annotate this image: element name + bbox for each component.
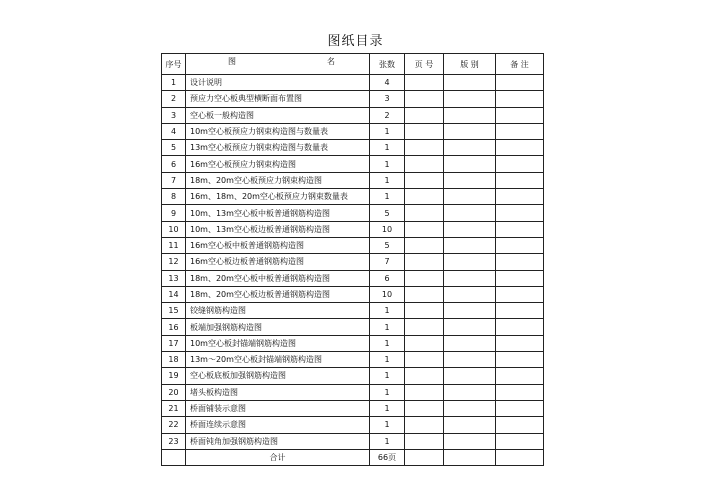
- row-count: 1: [370, 189, 405, 205]
- table-row: [162, 75, 544, 91]
- table-row: [162, 91, 544, 107]
- row-name: 18m、20m空心板边板普通钢筋构造图: [186, 286, 370, 302]
- row-note-cell: [496, 319, 544, 335]
- row-page-cell: [405, 286, 444, 302]
- row-page-cell: [405, 400, 444, 416]
- row-count: 10: [370, 221, 405, 237]
- total-version-cell: [444, 449, 496, 465]
- row-no: 19: [162, 368, 186, 384]
- table-row: [162, 433, 544, 449]
- row-note-cell: [496, 400, 544, 416]
- row-note-cell: [496, 368, 544, 384]
- row-version-cell: [444, 172, 496, 188]
- row-note-cell: [496, 254, 544, 270]
- row-version-cell: [444, 75, 496, 91]
- row-name: 空心板一般构造图: [186, 107, 370, 123]
- row-note-cell: [496, 270, 544, 286]
- row-version-cell: [444, 352, 496, 368]
- row-count: 1: [370, 303, 405, 319]
- row-note-cell: [496, 303, 544, 319]
- row-count: 1: [370, 433, 405, 449]
- table-row: [162, 205, 544, 221]
- header-name: [186, 54, 370, 75]
- row-count: 1: [370, 368, 405, 384]
- row-note-cell: [496, 384, 544, 400]
- row-no: 1: [162, 75, 186, 91]
- row-note-cell: [496, 335, 544, 351]
- row-page-cell: [405, 189, 444, 205]
- table-row: [162, 417, 544, 433]
- row-page-cell: [405, 335, 444, 351]
- row-note-cell: [496, 205, 544, 221]
- row-count: 4: [370, 75, 405, 91]
- row-page-cell: [405, 156, 444, 172]
- header-page: 页 号: [405, 54, 444, 75]
- row-note-cell: [496, 286, 544, 302]
- row-note-cell: [496, 156, 544, 172]
- row-count: 1: [370, 156, 405, 172]
- table-row: [162, 368, 544, 384]
- row-no: 6: [162, 156, 186, 172]
- row-no: 23: [162, 433, 186, 449]
- table-row: [162, 156, 544, 172]
- row-version-cell: [444, 417, 496, 433]
- row-name: 16m空心板中板普通钢筋构造图: [186, 237, 370, 253]
- row-version-cell: [444, 221, 496, 237]
- row-page-cell: [405, 221, 444, 237]
- row-version-cell: [444, 254, 496, 270]
- table-row: [162, 123, 544, 139]
- row-no: 7: [162, 172, 186, 188]
- row-name: 铰缝钢筋构造图: [186, 303, 370, 319]
- row-no: 9: [162, 205, 186, 221]
- header-name-right: 名: [327, 57, 335, 66]
- row-page-cell: [405, 75, 444, 91]
- row-no: 21: [162, 400, 186, 416]
- row-no: 2: [162, 91, 186, 107]
- row-count: 1: [370, 417, 405, 433]
- row-note-cell: [496, 221, 544, 237]
- row-note-cell: [496, 189, 544, 205]
- row-version-cell: [444, 400, 496, 416]
- row-page-cell: [405, 205, 444, 221]
- row-no: 3: [162, 107, 186, 123]
- row-no: 8: [162, 189, 186, 205]
- row-name: 预应力空心板典型横断面布置图: [186, 91, 370, 107]
- row-count: 3: [370, 91, 405, 107]
- row-version-cell: [444, 368, 496, 384]
- row-count: 1: [370, 352, 405, 368]
- total-note-cell: [496, 449, 544, 465]
- row-count: 2: [370, 107, 405, 123]
- table-row: [162, 221, 544, 237]
- drawing-index-table: [161, 53, 544, 466]
- row-note-cell: [496, 237, 544, 253]
- row-name: 10m空心板预应力钢束构造图与数量表: [186, 123, 370, 139]
- total-label: 合计: [186, 449, 370, 465]
- row-page-cell: [405, 91, 444, 107]
- row-version-cell: [444, 335, 496, 351]
- header-name-left: 图: [228, 57, 236, 66]
- row-name: 空心板底板加强钢筋构造图: [186, 368, 370, 384]
- row-name: 堵头板构造图: [186, 384, 370, 400]
- total-row: [162, 449, 544, 465]
- row-version-cell: [444, 319, 496, 335]
- row-name: 16m空心板预应力钢束构造图: [186, 156, 370, 172]
- row-page-cell: [405, 107, 444, 123]
- row-count: 5: [370, 237, 405, 253]
- row-no: 4: [162, 123, 186, 139]
- row-note-cell: [496, 352, 544, 368]
- table-row: [162, 303, 544, 319]
- table-header-row: [162, 54, 544, 75]
- table-row: [162, 172, 544, 188]
- row-page-cell: [405, 254, 444, 270]
- row-version-cell: [444, 237, 496, 253]
- row-no: 14: [162, 286, 186, 302]
- row-no: 15: [162, 303, 186, 319]
- row-note-cell: [496, 433, 544, 449]
- row-count: 1: [370, 140, 405, 156]
- table-row: [162, 140, 544, 156]
- row-no: 10: [162, 221, 186, 237]
- row-name: 桥面钝角加强钢筋构造图: [186, 433, 370, 449]
- row-name: 10m、13m空心板边板普通钢筋构造图: [186, 221, 370, 237]
- header-no: 序号: [162, 54, 186, 75]
- row-name: 16m、18m、20m空心板预应力钢束数量表: [186, 189, 370, 205]
- row-count: 1: [370, 123, 405, 139]
- row-no: 13: [162, 270, 186, 286]
- total-page-cell: [405, 449, 444, 465]
- total-count: 66页: [370, 449, 405, 465]
- row-version-cell: [444, 286, 496, 302]
- table-row: [162, 352, 544, 368]
- row-name: 16m空心板边板普通钢筋构造图: [186, 254, 370, 270]
- row-no: 20: [162, 384, 186, 400]
- row-version-cell: [444, 189, 496, 205]
- row-version-cell: [444, 433, 496, 449]
- row-page-cell: [405, 270, 444, 286]
- row-note-cell: [496, 172, 544, 188]
- table-row: [162, 107, 544, 123]
- row-note-cell: [496, 417, 544, 433]
- row-name: 设计说明: [186, 75, 370, 91]
- row-note-cell: [496, 140, 544, 156]
- row-version-cell: [444, 303, 496, 319]
- table-row: [162, 254, 544, 270]
- row-page-cell: [405, 433, 444, 449]
- row-version-cell: [444, 156, 496, 172]
- row-count: 6: [370, 270, 405, 286]
- row-version-cell: [444, 140, 496, 156]
- row-count: 10: [370, 286, 405, 302]
- row-note-cell: [496, 123, 544, 139]
- row-name: 10m空心板封锚端钢筋构造图: [186, 335, 370, 351]
- row-no: 16: [162, 319, 186, 335]
- row-page-cell: [405, 368, 444, 384]
- row-no: 22: [162, 417, 186, 433]
- row-name: 板端加强钢筋构造图: [186, 319, 370, 335]
- row-page-cell: [405, 140, 444, 156]
- row-no: 18: [162, 352, 186, 368]
- row-page-cell: [405, 303, 444, 319]
- row-note-cell: [496, 75, 544, 91]
- row-page-cell: [405, 417, 444, 433]
- row-no: 11: [162, 237, 186, 253]
- table-row: [162, 237, 544, 253]
- table-row: [162, 384, 544, 400]
- row-no: 12: [162, 254, 186, 270]
- row-page-cell: [405, 384, 444, 400]
- row-name: 13m空心板预应力钢束构造图与数量表: [186, 140, 370, 156]
- table-row: [162, 400, 544, 416]
- row-page-cell: [405, 123, 444, 139]
- row-version-cell: [444, 107, 496, 123]
- row-version-cell: [444, 123, 496, 139]
- table-row: [162, 335, 544, 351]
- row-version-cell: [444, 270, 496, 286]
- row-no: 17: [162, 335, 186, 351]
- row-count: 7: [370, 254, 405, 270]
- header-note: 备 注: [496, 54, 544, 75]
- table-row: [162, 189, 544, 205]
- row-version-cell: [444, 91, 496, 107]
- header-version: 版 别: [444, 54, 496, 75]
- row-page-cell: [405, 237, 444, 253]
- header-count: 张数: [370, 54, 405, 75]
- row-version-cell: [444, 384, 496, 400]
- row-name: 18m、20m空心板预应力钢束构造图: [186, 172, 370, 188]
- page-title: 图纸目录: [327, 34, 384, 49]
- table-row: [162, 319, 544, 335]
- row-version-cell: [444, 205, 496, 221]
- row-note-cell: [496, 107, 544, 123]
- row-note-cell: [496, 91, 544, 107]
- total-no-cell: [162, 449, 186, 465]
- row-count: 1: [370, 384, 405, 400]
- table-row: [162, 270, 544, 286]
- row-name: 桥面铺装示意图: [186, 400, 370, 416]
- row-name: 桥面连续示意图: [186, 417, 370, 433]
- row-count: 5: [370, 205, 405, 221]
- table-row: [162, 286, 544, 302]
- row-page-cell: [405, 352, 444, 368]
- row-no: 5: [162, 140, 186, 156]
- row-page-cell: [405, 172, 444, 188]
- row-name: 10m、13m空心板中板普通钢筋构造图: [186, 205, 370, 221]
- row-count: 1: [370, 172, 405, 188]
- row-name: 18m、20m空心板中板普通钢筋构造图: [186, 270, 370, 286]
- row-count: 1: [370, 335, 405, 351]
- row-count: 1: [370, 319, 405, 335]
- row-page-cell: [405, 319, 444, 335]
- row-count: 1: [370, 400, 405, 416]
- row-name: 13m～20m空心板封锚端钢筋构造图: [186, 352, 370, 368]
